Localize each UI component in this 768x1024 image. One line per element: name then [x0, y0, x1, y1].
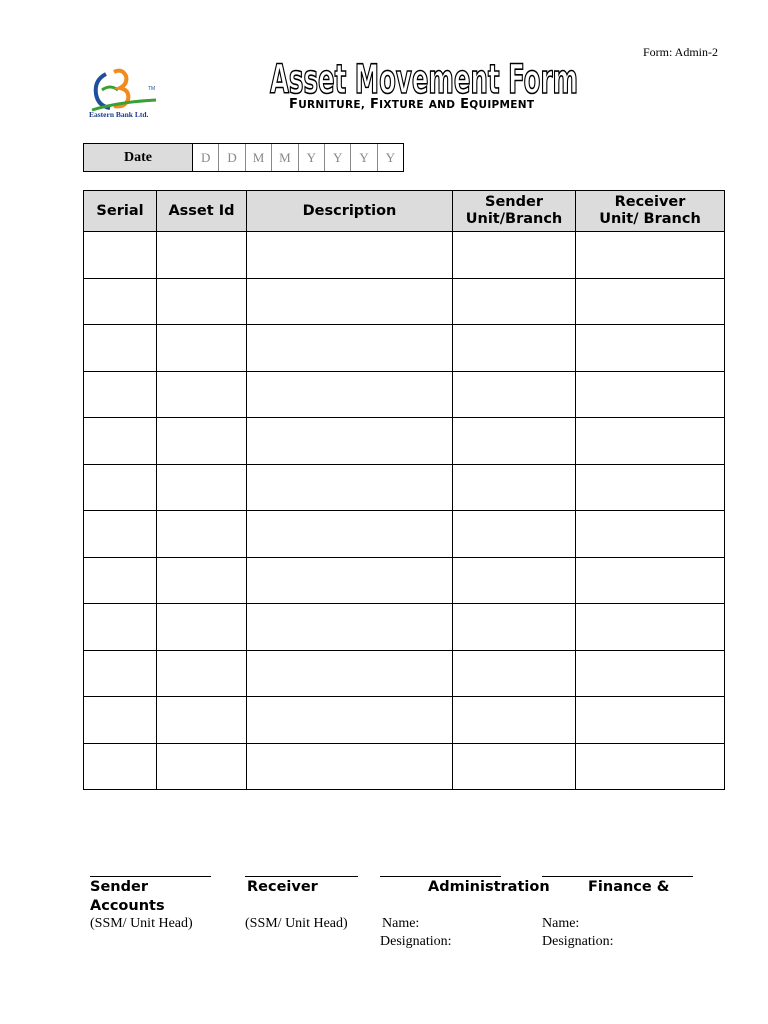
column-header-sender-unit: Sender Unit/Branch [453, 191, 576, 232]
svg-text:TM: TM [148, 86, 156, 92]
table-row [84, 371, 725, 418]
finance-designation-label: Designation: [542, 934, 614, 949]
cell-description[interactable] [247, 604, 453, 651]
date-cell-year-4[interactable]: Y [385, 149, 396, 165]
cell-serial[interactable] [84, 743, 157, 790]
form-code: Form: Admin-2 [643, 45, 719, 59]
table-header-row [84, 191, 725, 232]
column-header-description: Description [247, 191, 453, 232]
administration-signature-line [380, 876, 501, 877]
cell-asset-id[interactable] [157, 418, 247, 465]
table-row [84, 697, 725, 744]
table-row [84, 232, 725, 279]
cell-asset-id[interactable] [157, 371, 247, 418]
form-subtitle: FURNITURE, FIXTURE AND EQUIPMENT [289, 97, 535, 112]
table-row [84, 418, 725, 465]
cell-asset-id[interactable] [157, 278, 247, 325]
administration-designation-label: Designation: [380, 934, 452, 949]
table-row [84, 604, 725, 651]
date-cell-day-1[interactable]: D [193, 144, 219, 171]
cell-sender-unit[interactable] [453, 604, 576, 651]
cell-sender-unit[interactable] [453, 232, 576, 279]
cell-serial[interactable] [84, 371, 157, 418]
cell-receiver-unit[interactable] [576, 278, 725, 325]
cell-asset-id[interactable] [157, 325, 247, 372]
accounts-title: Accounts [90, 898, 165, 914]
date-field [83, 143, 404, 172]
cell-sender-unit[interactable] [453, 743, 576, 790]
cell-description[interactable] [247, 511, 453, 558]
cell-asset-id[interactable] [157, 464, 247, 511]
cell-sender-unit[interactable] [453, 511, 576, 558]
cell-description[interactable] [247, 232, 453, 279]
cell-description[interactable] [247, 464, 453, 511]
cell-serial[interactable] [84, 604, 157, 651]
asset-table [83, 190, 725, 790]
cell-description[interactable] [247, 557, 453, 604]
logo-caption: Eastern Bank Ltd. [89, 110, 149, 119]
cell-description[interactable] [247, 418, 453, 465]
column-header-asset-id: Asset Id [157, 191, 247, 232]
cell-sender-unit[interactable] [453, 464, 576, 511]
asset-table-body [84, 232, 725, 790]
finance-title: Finance & [588, 879, 670, 895]
date-label: Date [84, 144, 193, 171]
cell-sender-unit[interactable] [453, 325, 576, 372]
date-cell-month-2[interactable]: M [272, 144, 298, 171]
date-cell-year-2[interactable]: Y [325, 144, 351, 171]
cell-sender-unit[interactable] [453, 371, 576, 418]
finance-signature-line [542, 876, 693, 877]
administration-title: Administration [428, 879, 550, 895]
cell-receiver-unit[interactable] [576, 697, 725, 744]
cell-serial[interactable] [84, 325, 157, 372]
cell-serial[interactable] [84, 557, 157, 604]
cell-receiver-unit[interactable] [576, 511, 725, 558]
sender-title: Sender [90, 879, 148, 895]
table-row [84, 278, 725, 325]
sender-role: (SSM/ Unit Head) [90, 916, 193, 931]
cell-description[interactable] [247, 697, 453, 744]
cell-sender-unit[interactable] [453, 650, 576, 697]
cell-receiver-unit[interactable] [576, 604, 725, 651]
administration-name-label: Name: [382, 916, 420, 931]
cell-receiver-unit[interactable] [576, 232, 725, 279]
cell-sender-unit[interactable] [453, 557, 576, 604]
cell-receiver-unit[interactable] [576, 464, 725, 511]
table-row [84, 557, 725, 604]
table-row [84, 464, 725, 511]
cell-description[interactable] [247, 650, 453, 697]
form-title [265, 57, 585, 101]
date-cell-day-2[interactable]: D [219, 144, 245, 171]
cell-receiver-unit[interactable] [576, 371, 725, 418]
cell-sender-unit[interactable] [453, 697, 576, 744]
cell-asset-id[interactable] [157, 650, 247, 697]
cell-serial[interactable] [84, 278, 157, 325]
cell-asset-id[interactable] [157, 232, 247, 279]
cell-asset-id[interactable] [157, 511, 247, 558]
column-header-serial: Serial [84, 191, 157, 232]
cell-receiver-unit[interactable] [576, 418, 725, 465]
cell-description[interactable] [247, 371, 453, 418]
cell-receiver-unit[interactable] [576, 743, 725, 790]
cell-description[interactable] [247, 278, 453, 325]
cell-asset-id[interactable] [157, 604, 247, 651]
cell-serial[interactable] [84, 418, 157, 465]
finance-name-label: Name: [542, 916, 580, 931]
table-row [84, 743, 725, 790]
receiver-signature-line [245, 876, 358, 877]
cell-receiver-unit[interactable] [576, 325, 725, 372]
cell-sender-unit[interactable] [453, 278, 576, 325]
receiver-title: Receiver [247, 879, 318, 895]
column-header-receiver-unit: Receiver Unit/ Branch [576, 191, 725, 232]
cell-asset-id[interactable] [157, 697, 247, 744]
sender-signature-line [90, 876, 211, 877]
cell-description[interactable] [247, 743, 453, 790]
cell-asset-id[interactable] [157, 743, 247, 790]
date-cell-month-1[interactable]: M [246, 144, 272, 171]
table-row [84, 650, 725, 697]
cell-serial[interactable] [84, 650, 157, 697]
cell-asset-id[interactable] [157, 557, 247, 604]
cell-receiver-unit[interactable] [576, 650, 725, 697]
cell-serial[interactable] [84, 464, 157, 511]
cell-serial[interactable] [84, 511, 157, 558]
date-cell-year-1[interactable]: Y [299, 144, 325, 171]
cell-serial[interactable] [84, 697, 157, 744]
receiver-role: (SSM/ Unit Head) [245, 916, 348, 931]
cell-receiver-unit[interactable] [576, 557, 725, 604]
table-row [84, 325, 725, 372]
svg-text:Asset Movement Form: Asset Movement Form [270, 57, 578, 101]
date-cell-year-3[interactable]: Y [351, 144, 377, 171]
cell-sender-unit[interactable] [453, 418, 576, 465]
table-row [84, 511, 725, 558]
cell-description[interactable] [247, 325, 453, 372]
cell-serial[interactable] [84, 232, 157, 279]
